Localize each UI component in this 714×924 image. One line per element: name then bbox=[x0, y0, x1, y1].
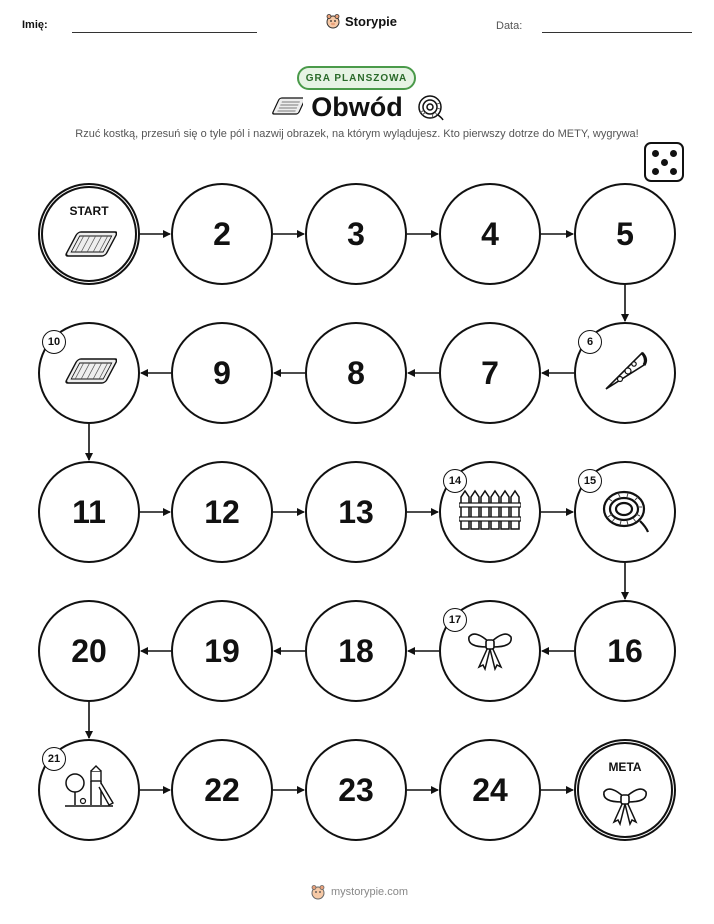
bow-icon bbox=[465, 627, 515, 676]
board-space-11 bbox=[38, 461, 140, 563]
start-label: START bbox=[69, 204, 109, 218]
board-space-12 bbox=[171, 461, 273, 563]
board-space-4 bbox=[439, 183, 541, 285]
finish-label: META bbox=[608, 760, 642, 774]
name-label: Imię: bbox=[22, 19, 48, 31]
board-space-14 bbox=[439, 461, 541, 563]
space-number: 16 bbox=[607, 632, 643, 669]
board-space-6 bbox=[574, 322, 676, 424]
board-space-22 bbox=[171, 739, 273, 841]
space-number-badge: 6 bbox=[578, 330, 602, 354]
board-space-21 bbox=[38, 739, 140, 841]
board-space-24 bbox=[439, 739, 541, 841]
space-number: 23 bbox=[338, 771, 374, 808]
space-number: 5 bbox=[616, 215, 634, 252]
board-space-7 bbox=[439, 322, 541, 424]
space-number: 19 bbox=[204, 632, 240, 669]
board-space-15 bbox=[574, 461, 676, 563]
board-space-19 bbox=[171, 600, 273, 702]
instructions: Rzuć kostką, przesuń się o tyle pól i nazwij obrazek, na którym wylądujesz. Kto pierwszy dotrze do METY, wygrywa! bbox=[75, 128, 639, 140]
space-number: 13 bbox=[338, 493, 374, 530]
board-space-20 bbox=[38, 600, 140, 702]
space-number: 2 bbox=[213, 215, 231, 252]
space-number: 7 bbox=[481, 354, 499, 391]
storypie-logo-icon bbox=[310, 884, 326, 900]
space-number: 12 bbox=[204, 493, 240, 530]
space-number: 11 bbox=[72, 493, 106, 530]
board-space-2 bbox=[171, 183, 273, 285]
board-space-18 bbox=[305, 600, 407, 702]
board-space-17 bbox=[439, 600, 541, 702]
board-space-13 bbox=[305, 461, 407, 563]
playground-icon bbox=[63, 765, 115, 816]
space-number: 20 bbox=[71, 632, 107, 669]
space-number: 18 bbox=[338, 632, 374, 669]
space-number: 9 bbox=[213, 354, 231, 391]
fence-icon bbox=[459, 489, 521, 536]
footer bbox=[310, 884, 408, 900]
space-number-badge: 15 bbox=[578, 469, 602, 493]
pizza-slice-icon bbox=[602, 349, 648, 398]
space-number-badge: 14 bbox=[443, 469, 467, 493]
space-number: 3 bbox=[347, 215, 365, 252]
finish-space bbox=[574, 739, 676, 841]
board-space-9 bbox=[171, 322, 273, 424]
game-type-badge: GRA PLANSZOWA bbox=[297, 66, 416, 90]
space-number: 22 bbox=[204, 771, 240, 808]
board-space-23 bbox=[305, 739, 407, 841]
board-space-8 bbox=[305, 322, 407, 424]
board-space-5 bbox=[574, 183, 676, 285]
brand-name: Storypie bbox=[345, 13, 398, 29]
space-number-badge: 10 bbox=[42, 330, 66, 354]
space-number-badge: 17 bbox=[443, 608, 467, 632]
bow-icon bbox=[600, 782, 650, 831]
rope-coil-icon bbox=[600, 487, 650, 538]
game-title: Obwód bbox=[311, 92, 403, 122]
space-number: 8 bbox=[347, 354, 365, 391]
start-space bbox=[38, 183, 140, 285]
battery-icon bbox=[61, 226, 117, 267]
date-label: Data: bbox=[496, 20, 523, 32]
space-number: 24 bbox=[472, 771, 508, 808]
space-number-badge: 21 bbox=[42, 747, 66, 771]
board-space-10 bbox=[38, 322, 140, 424]
battery-icon bbox=[61, 353, 117, 394]
board-space-16 bbox=[574, 600, 676, 702]
space-number: 4 bbox=[481, 215, 499, 252]
board-space-3 bbox=[305, 183, 407, 285]
footer-url[interactable]: mystorypie.com bbox=[331, 886, 409, 898]
